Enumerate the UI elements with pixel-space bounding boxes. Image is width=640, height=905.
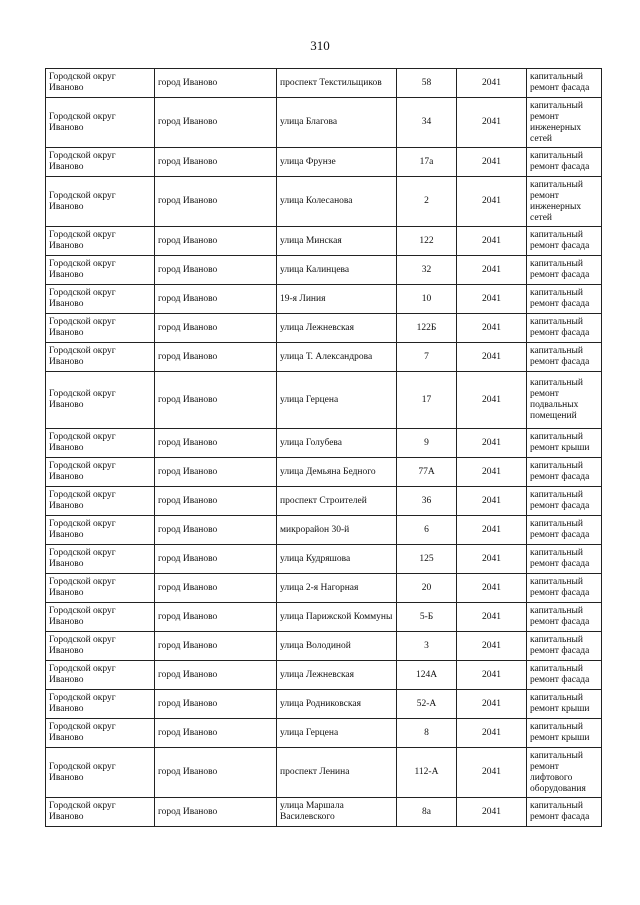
city-cell: город Иваново [155, 487, 277, 516]
municipality-cell: Городской округ Иваново [46, 177, 155, 227]
table-row [46, 372, 602, 429]
work-type-cell: капитальный ремонт крыши [527, 429, 602, 458]
year-cell: 2041 [457, 719, 527, 748]
city-cell: город Иваново [155, 148, 277, 177]
house-number-cell: 20 [397, 574, 457, 603]
year-cell: 2041 [457, 545, 527, 574]
work-type-cell: капитальный ремонт фасада [527, 632, 602, 661]
house-number-cell: 122Б [397, 314, 457, 343]
year-cell: 2041 [457, 343, 527, 372]
work-type-cell: капитальный ремонт фасада [527, 69, 602, 98]
city-cell: город Иваново [155, 632, 277, 661]
work-type-cell: капитальный ремонт фасада [527, 574, 602, 603]
year-cell: 2041 [457, 372, 527, 429]
year-cell: 2041 [457, 603, 527, 632]
year-cell: 2041 [457, 487, 527, 516]
municipality-cell: Городской округ Иваново [46, 748, 155, 798]
municipality-cell: Городской округ Иваново [46, 516, 155, 545]
table-row [46, 748, 602, 798]
year-cell: 2041 [457, 69, 527, 98]
house-number-cell: 34 [397, 98, 457, 148]
city-cell: город Иваново [155, 314, 277, 343]
table-row [46, 545, 602, 574]
municipality-cell: Городской округ Иваново [46, 372, 155, 429]
municipality-cell: Городской округ Иваново [46, 487, 155, 516]
house-number-cell: 9 [397, 429, 457, 458]
municipality-cell: Городской округ Иваново [46, 603, 155, 632]
table-row [46, 98, 602, 148]
city-cell: город Иваново [155, 256, 277, 285]
municipality-cell: Городской округ Иваново [46, 632, 155, 661]
street-cell: улица Калинцева [277, 256, 397, 285]
street-cell: улица Минская [277, 227, 397, 256]
house-number-cell: 125 [397, 545, 457, 574]
year-cell: 2041 [457, 574, 527, 603]
street-cell: микрорайон 30-й [277, 516, 397, 545]
work-type-cell: капитальный ремонт фасада [527, 516, 602, 545]
work-type-cell: капитальный ремонт фасада [527, 545, 602, 574]
house-number-cell: 124А [397, 661, 457, 690]
city-cell: город Иваново [155, 574, 277, 603]
municipality-cell: Городской округ Иваново [46, 545, 155, 574]
house-number-cell: 122 [397, 227, 457, 256]
street-cell: улица Кудряшова [277, 545, 397, 574]
municipality-cell: Городской округ Иваново [46, 69, 155, 98]
municipality-cell: Городской округ Иваново [46, 227, 155, 256]
work-type-cell: капитальный ремонт фасада [527, 343, 602, 372]
street-cell: улица Демьяна Бедного [277, 458, 397, 487]
repair-schedule-table [45, 68, 602, 827]
page-number: 310 [310, 38, 330, 53]
year-cell: 2041 [457, 798, 527, 827]
street-cell: проспект Текстильщиков [277, 69, 397, 98]
table-row [46, 148, 602, 177]
municipality-cell: Городской округ Иваново [46, 285, 155, 314]
year-cell: 2041 [457, 690, 527, 719]
city-cell: город Иваново [155, 516, 277, 545]
municipality-cell: Городской округ Иваново [46, 148, 155, 177]
house-number-cell: 77А [397, 458, 457, 487]
table-row [46, 429, 602, 458]
street-cell: улица Благова [277, 98, 397, 148]
municipality-cell: Городской округ Иваново [46, 690, 155, 719]
city-cell: город Иваново [155, 458, 277, 487]
work-type-cell: капитальный ремонт фасада [527, 256, 602, 285]
table-row [46, 256, 602, 285]
work-type-cell: капитальный ремонт крыши [527, 690, 602, 719]
table-row [46, 603, 602, 632]
street-cell: улица 2-я Нагорная [277, 574, 397, 603]
city-cell: город Иваново [155, 69, 277, 98]
house-number-cell: 112-А [397, 748, 457, 798]
city-cell: город Иваново [155, 748, 277, 798]
house-number-cell: 2 [397, 177, 457, 227]
work-type-cell: капитальный ремонт инженерных сетей [527, 177, 602, 227]
house-number-cell: 32 [397, 256, 457, 285]
year-cell: 2041 [457, 256, 527, 285]
year-cell: 2041 [457, 661, 527, 690]
work-type-cell: капитальный ремонт крыши [527, 719, 602, 748]
municipality-cell: Городской округ Иваново [46, 343, 155, 372]
work-type-cell: капитальный ремонт фасада [527, 458, 602, 487]
year-cell: 2041 [457, 314, 527, 343]
table-row [46, 719, 602, 748]
table-row [46, 285, 602, 314]
table-row [46, 487, 602, 516]
house-number-cell: 17 [397, 372, 457, 429]
street-cell: улица Родниковская [277, 690, 397, 719]
table-row [46, 177, 602, 227]
municipality-cell: Городской округ Иваново [46, 719, 155, 748]
table-row [46, 227, 602, 256]
city-cell: город Иваново [155, 372, 277, 429]
municipality-cell: Городской округ Иваново [46, 574, 155, 603]
table-row [46, 516, 602, 545]
street-cell: улица Парижской Коммуны [277, 603, 397, 632]
street-cell: проспект Ленина [277, 748, 397, 798]
year-cell: 2041 [457, 177, 527, 227]
house-number-cell: 52-А [397, 690, 457, 719]
house-number-cell: 36 [397, 487, 457, 516]
work-type-cell: капитальный ремонт подвальных помещений [527, 372, 602, 429]
street-cell: 19-я Линия [277, 285, 397, 314]
city-cell: город Иваново [155, 177, 277, 227]
year-cell: 2041 [457, 748, 527, 798]
city-cell: город Иваново [155, 661, 277, 690]
table-row [46, 343, 602, 372]
table-row [46, 458, 602, 487]
street-cell: улица Голубева [277, 429, 397, 458]
city-cell: город Иваново [155, 227, 277, 256]
work-type-cell: капитальный ремонт фасада [527, 314, 602, 343]
work-type-cell: капитальный ремонт лифтового оборудования [527, 748, 602, 798]
year-cell: 2041 [457, 285, 527, 314]
house-number-cell: 6 [397, 516, 457, 545]
city-cell: город Иваново [155, 545, 277, 574]
table-body [46, 69, 602, 827]
year-cell: 2041 [457, 148, 527, 177]
municipality-cell: Городской округ Иваново [46, 314, 155, 343]
house-number-cell: 17а [397, 148, 457, 177]
street-cell: улица Фрунзе [277, 148, 397, 177]
house-number-cell: 58 [397, 69, 457, 98]
work-type-cell: капитальный ремонт фасада [527, 285, 602, 314]
year-cell: 2041 [457, 227, 527, 256]
table-row [46, 574, 602, 603]
street-cell: улица Володиной [277, 632, 397, 661]
table-row [46, 661, 602, 690]
house-number-cell: 7 [397, 343, 457, 372]
year-cell: 2041 [457, 429, 527, 458]
work-type-cell: капитальный ремонт инженерных сетей [527, 98, 602, 148]
work-type-cell: капитальный ремонт фасада [527, 603, 602, 632]
city-cell: город Иваново [155, 719, 277, 748]
city-cell: город Иваново [155, 798, 277, 827]
municipality-cell: Городской округ Иваново [46, 256, 155, 285]
table-row [46, 69, 602, 98]
city-cell: город Иваново [155, 690, 277, 719]
street-cell: улица Герцена [277, 719, 397, 748]
year-cell: 2041 [457, 516, 527, 545]
street-cell: улица Лежневская [277, 661, 397, 690]
street-cell: проспект Строителей [277, 487, 397, 516]
year-cell: 2041 [457, 98, 527, 148]
municipality-cell: Городской округ Иваново [46, 661, 155, 690]
street-cell: улица Маршала Василевского [277, 798, 397, 827]
street-cell: улица Герцена [277, 372, 397, 429]
municipality-cell: Городской округ Иваново [46, 429, 155, 458]
house-number-cell: 5-Б [397, 603, 457, 632]
year-cell: 2041 [457, 632, 527, 661]
work-type-cell: капитальный ремонт фасада [527, 227, 602, 256]
city-cell: город Иваново [155, 603, 277, 632]
table-row [46, 632, 602, 661]
street-cell: улица Колесанова [277, 177, 397, 227]
city-cell: город Иваново [155, 285, 277, 314]
work-type-cell: капитальный ремонт фасада [527, 487, 602, 516]
table-row [46, 314, 602, 343]
city-cell: город Иваново [155, 343, 277, 372]
house-number-cell: 3 [397, 632, 457, 661]
house-number-cell: 10 [397, 285, 457, 314]
table-row [46, 798, 602, 827]
year-cell: 2041 [457, 458, 527, 487]
street-cell: улица Т. Александрова [277, 343, 397, 372]
municipality-cell: Городской округ Иваново [46, 458, 155, 487]
table-row [46, 690, 602, 719]
work-type-cell: капитальный ремонт фасада [527, 148, 602, 177]
city-cell: город Иваново [155, 98, 277, 148]
city-cell: город Иваново [155, 429, 277, 458]
house-number-cell: 8 [397, 719, 457, 748]
municipality-cell: Городской округ Иваново [46, 798, 155, 827]
municipality-cell: Городской округ Иваново [46, 98, 155, 148]
street-cell: улица Лежневская [277, 314, 397, 343]
house-number-cell: 8а [397, 798, 457, 827]
work-type-cell: капитальный ремонт фасада [527, 798, 602, 827]
work-type-cell: капитальный ремонт фасада [527, 661, 602, 690]
